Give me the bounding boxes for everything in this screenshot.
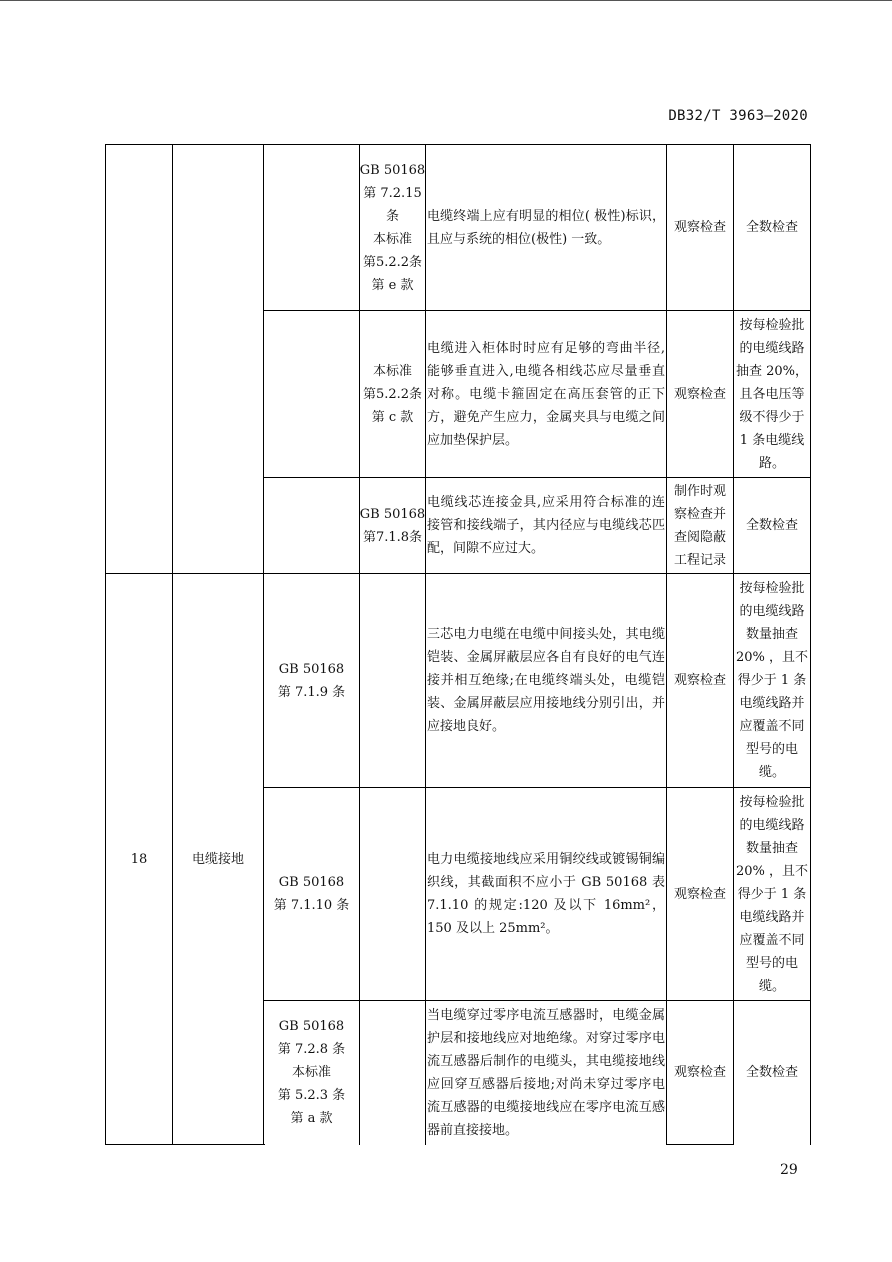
inspection-method: 观察检查 — [673, 1065, 726, 1080]
document-code: DB32/T 3963—2020 — [668, 108, 808, 124]
requirement-text: 电缆线芯连接金具,应采用符合标准的连接管和接线端子，其内径应与电缆线芯匹配，间隙不应过大。 — [427, 495, 665, 556]
requirement-text: 当电缆穿过零序电流互感器时，电缆金属护层和接地线应对地绝缘。对穿过零序电流互感器后制作的电缆头，其电缆接地线应回穿互感器后接地;对尚未穿过零序电流互感器的电缆接地线应在零序电流互感器前直接接地。 — [427, 1007, 665, 1138]
inspection-quantity-cell — [733, 574, 811, 787]
inspection-method: 观察检查 — [673, 220, 726, 235]
inspection-method-cell — [666, 574, 734, 787]
standard-reference: 本标准 第5.2.2条 第 c 款 — [362, 363, 423, 425]
inspection-method-cell — [666, 311, 734, 477]
inspection-quantity-cell — [733, 311, 811, 477]
inspection-quantity-cell — [733, 1001, 811, 1144]
inspection-method: 观察检查 — [673, 386, 726, 402]
inspection-method-cell — [666, 145, 734, 310]
table-grid-line — [666, 1144, 734, 1145]
item-number-cell — [105, 574, 173, 1145]
inspection-quantity: 按每检验批 的电缆线路 数量抽查 20% ，且不 得少于 1 条 电缆线路并 应覆盖不同 型号的电 缆。 — [735, 581, 809, 780]
requirement-text: 三芯电力电缆在电缆中间接头处，其电缆铠装、金属屏蔽层应各自有良好的电气连接并相互绝缘;在电缆终端头处，电缆铠装、金属屏蔽层应用接地线分别引出，并应接地良好。 — [427, 627, 665, 734]
page-top-edge — [0, 0, 892, 1]
standard-reference-cell — [359, 145, 426, 310]
standard-reference: GB 50168 第 7.2.15 条 本标准 第5.2.2条 第 e 款 — [359, 162, 426, 293]
inspection-quantity: 按每检验批 的电缆线路 数量抽查 20% ，且不 得少于 1 条 电缆线路并 应覆盖不同 型号的电 缆。 — [735, 794, 809, 994]
requirement-cell — [425, 311, 667, 477]
inspection-quantity: 全数检查 — [745, 220, 798, 235]
inspection-quantity-cell — [733, 145, 811, 310]
requirement-cell — [425, 788, 667, 1000]
requirement-text: 电缆终端上应有明显的相位( 极性)标识，且应与系统的相位(极性) 一致。 — [427, 208, 665, 247]
inspection-quantity-cell — [733, 478, 811, 573]
standard-clause-cell — [263, 788, 360, 1000]
item-name-cell — [172, 574, 264, 1145]
inspection-method: 制作时观 察检查并 查阅隐蔽 工程记录 — [673, 483, 726, 568]
inspection-quantity: 全数检查 — [745, 518, 798, 533]
inspection-method-cell — [666, 1001, 734, 1144]
inspection-quantity: 全数检查 — [745, 1065, 798, 1080]
standard-reference: GB 50168 第7.1.8条 — [359, 506, 426, 545]
requirement-text: 电力电缆接地线应采用铜绞线或镀锡铜编织线，其截面积不应小于 GB 50168 表 7.1.10 的规定:120 及以下 16mm²，150 及以上 25mm²。 — [427, 852, 665, 936]
inspection-quantity: 按每检验批 的电缆线路 抽查 20%， 且各电压等 级不得少于 1 条电缆线 路。 — [735, 317, 809, 471]
inspection-method: 观察检查 — [673, 886, 726, 902]
requirement-cell — [425, 1001, 667, 1144]
item-number: 18 — [130, 852, 148, 867]
standard-clause-cell — [263, 1001, 360, 1144]
standard-reference-cell — [359, 311, 426, 477]
item-name: 电缆接地 — [191, 852, 244, 867]
requirement-cell — [425, 574, 667, 787]
inspection-method-cell — [666, 788, 734, 1000]
inspection-method: 观察检查 — [673, 673, 726, 688]
requirement-cell — [425, 145, 667, 310]
standard-clause-cell — [263, 574, 360, 787]
inspection-quantity-cell — [733, 788, 811, 1000]
requirement-cell — [425, 478, 667, 573]
standard-reference-cell — [359, 478, 426, 573]
standard-clause: GB 50168 第 7.1.10 条 — [273, 875, 350, 913]
inspection-method-cell — [666, 478, 734, 573]
page-number: 29 — [780, 1162, 798, 1178]
standard-clause: GB 50168 第 7.1.9 条 — [277, 661, 346, 700]
requirement-text: 电缆进入柜体时时应有足够的弯曲半径,能够垂直进入,电缆各相线芯应尽量垂直对称。电缆卡箍固定在高压套管的正下方，避免产生应力，金属夹具与电缆之间应加垫保护层。 — [427, 340, 665, 448]
standard-clause: GB 50168 第 7.2.8 条 本标准 第 5.2.3 条 第 a 款 — [277, 1019, 346, 1126]
